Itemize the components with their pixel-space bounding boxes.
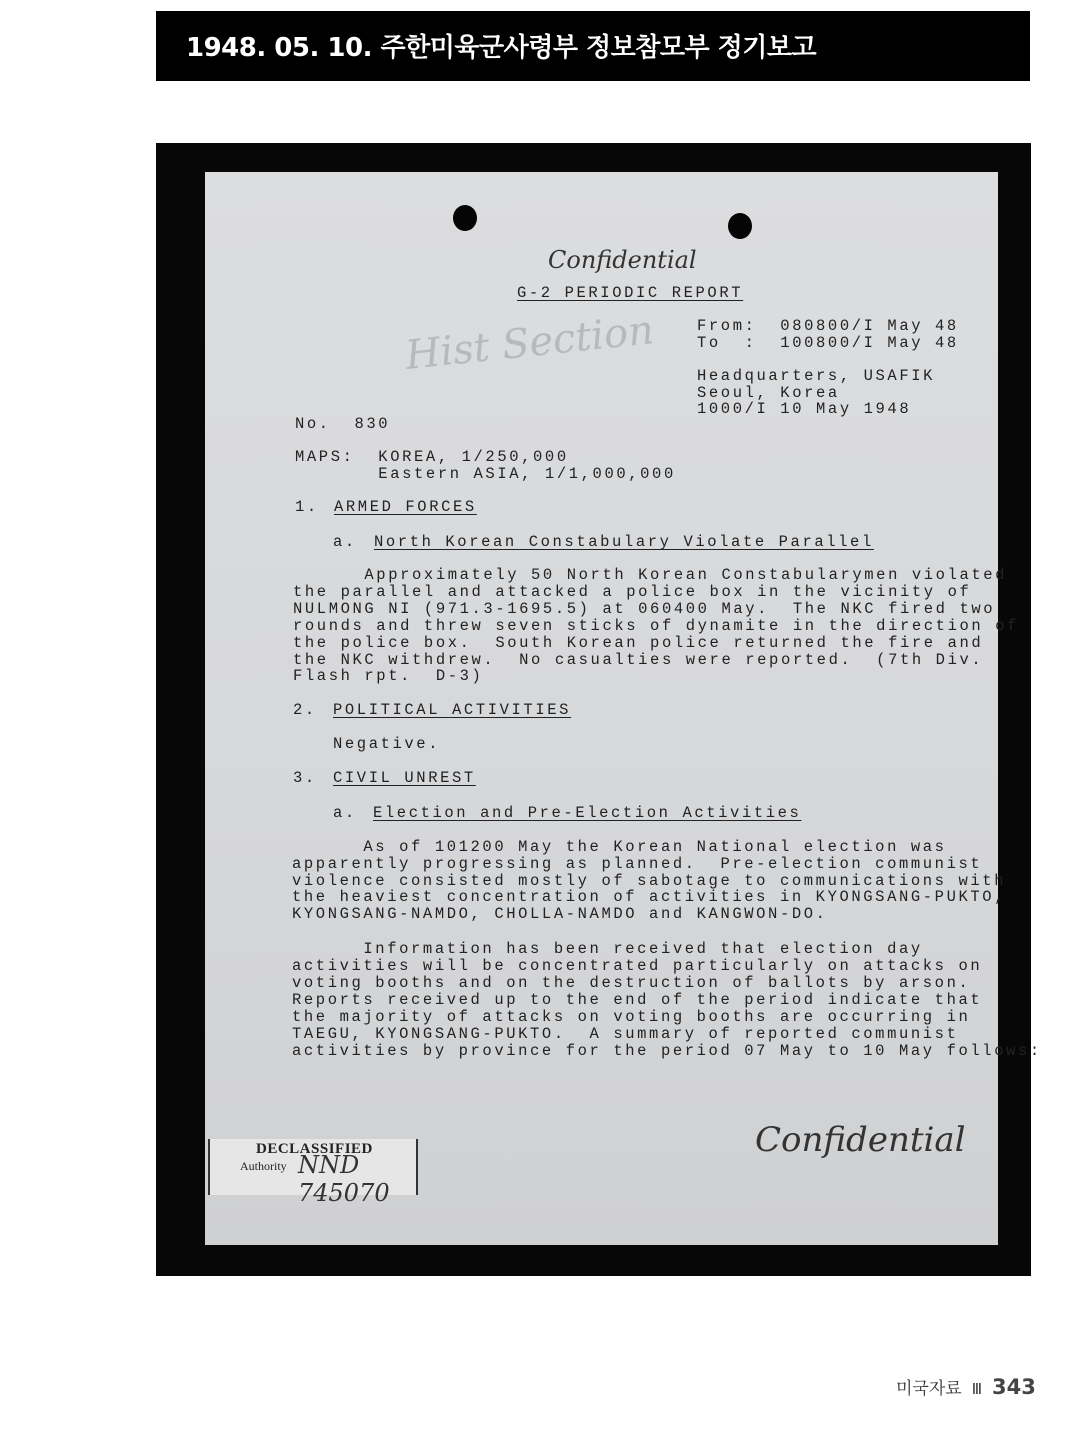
section-body: Negative. — [333, 735, 441, 753]
pencil-note: Hist Section — [403, 307, 656, 379]
section-heading: POLITICAL ACTIVITIES — [333, 701, 572, 719]
page-number: 343 — [992, 1375, 1036, 1399]
paragraph-line: the NKC withdrew. No casualties were reported. (7th Div. — [293, 651, 984, 669]
handwritten-confidential-top: Confidential — [548, 246, 697, 274]
footer-section: 미국자료 — [896, 1379, 962, 1399]
paragraph-line: TAEGU, KYONGSANG-PUKTO. A summary of reported communist — [292, 1025, 959, 1043]
section-heading: ARMED FORCES — [334, 498, 477, 516]
subsection-heading: North Korean Constabulary Violate Parallel — [374, 533, 874, 551]
paragraph-line: the heaviest concentration of activities in KYONGSANG-PUKTO, — [292, 888, 1007, 906]
paragraph-line: violence consisted mostly of sabotage to communications with — [292, 872, 1007, 890]
handwritten-confidential-bottom: Confidential — [755, 1120, 966, 1160]
hq-line: Headquarters, USAFIK — [697, 367, 936, 385]
hq-line: Seoul, Korea — [697, 384, 840, 402]
stamp-authority-value: NND 745070 — [298, 1151, 390, 1207]
subsection-letter: a. — [333, 804, 357, 822]
maps-line: Eastern ASIA, 1/1,000,000 — [295, 465, 676, 483]
page-footer — [896, 1374, 1036, 1399]
paragraph-line: voting booths and on the destruction of ballots by arson. — [292, 974, 971, 992]
paragraph-line: Approximately 50 North Korean Constabularymen violated — [293, 566, 1008, 584]
paragraph-line: NULMONG NI (971.3-1695.5) at 060400 May. The NKC fired two — [293, 600, 996, 618]
footer-separator: Ⅲ — [971, 1380, 983, 1398]
paragraph-line: activities will be concentrated particularly on attacks on — [292, 957, 983, 975]
header-bar — [156, 11, 1030, 81]
subsection-heading: Election and Pre-Election Activities — [373, 804, 802, 822]
section-number: 3. — [293, 769, 317, 787]
paragraph-line: activities by province for the period 07 May to 10 May follows: — [292, 1042, 1042, 1060]
paragraph-line: Flash rpt. D-3) — [293, 667, 484, 685]
section-number: 1. — [295, 498, 319, 516]
paragraph-line: the majority of attacks on voting booths are occurring in — [292, 1008, 971, 1026]
paragraph-line: rounds and threw seven sticks of dynamite in the direction of — [293, 617, 1019, 635]
from-line: From: 080800/I May 48 — [697, 317, 959, 335]
section-number: 2. — [293, 701, 317, 719]
paragraph-line: the police box. South Korean police returned the fire and — [293, 634, 984, 652]
paragraph-line: apparently progressing as planned. Pre-election communist — [292, 855, 983, 873]
paragraph-line: As of 101200 May the Korean National election was — [292, 838, 947, 856]
stamp-authority-label: Authority — [240, 1159, 287, 1173]
paragraph-line: the parallel and attacked a police box in the vicinity of — [293, 583, 972, 601]
to-line: To : 100800/I May 48 — [697, 334, 959, 352]
punch-hole — [728, 213, 752, 239]
punch-hole — [453, 205, 477, 231]
stamp-title: DECLASSIFIED — [256, 1141, 373, 1157]
report-number: No. 830 — [295, 415, 391, 433]
subsection-letter: a. — [333, 533, 357, 551]
maps-line: MAPS: KOREA, 1/250,000 — [295, 448, 569, 466]
declassified-stamp — [208, 1139, 418, 1207]
section-heading: CIVIL UNREST — [333, 769, 476, 787]
report-title: G-2 PERIODIC REPORT — [517, 284, 744, 302]
page-title: 1948. 05. 10. 주한미육군사령부 정보참모부 정기보고 — [186, 33, 817, 63]
paragraph-line: Information has been received that election day — [292, 940, 923, 958]
paragraph-line: KYONGSANG-NAMDO, CHOLLA-NAMDO and KANGWON-DO. — [292, 905, 828, 923]
hq-line: 1000/I 10 May 1948 — [697, 400, 912, 418]
paragraph-line: Reports received up to the end of the period indicate that — [292, 991, 983, 1009]
